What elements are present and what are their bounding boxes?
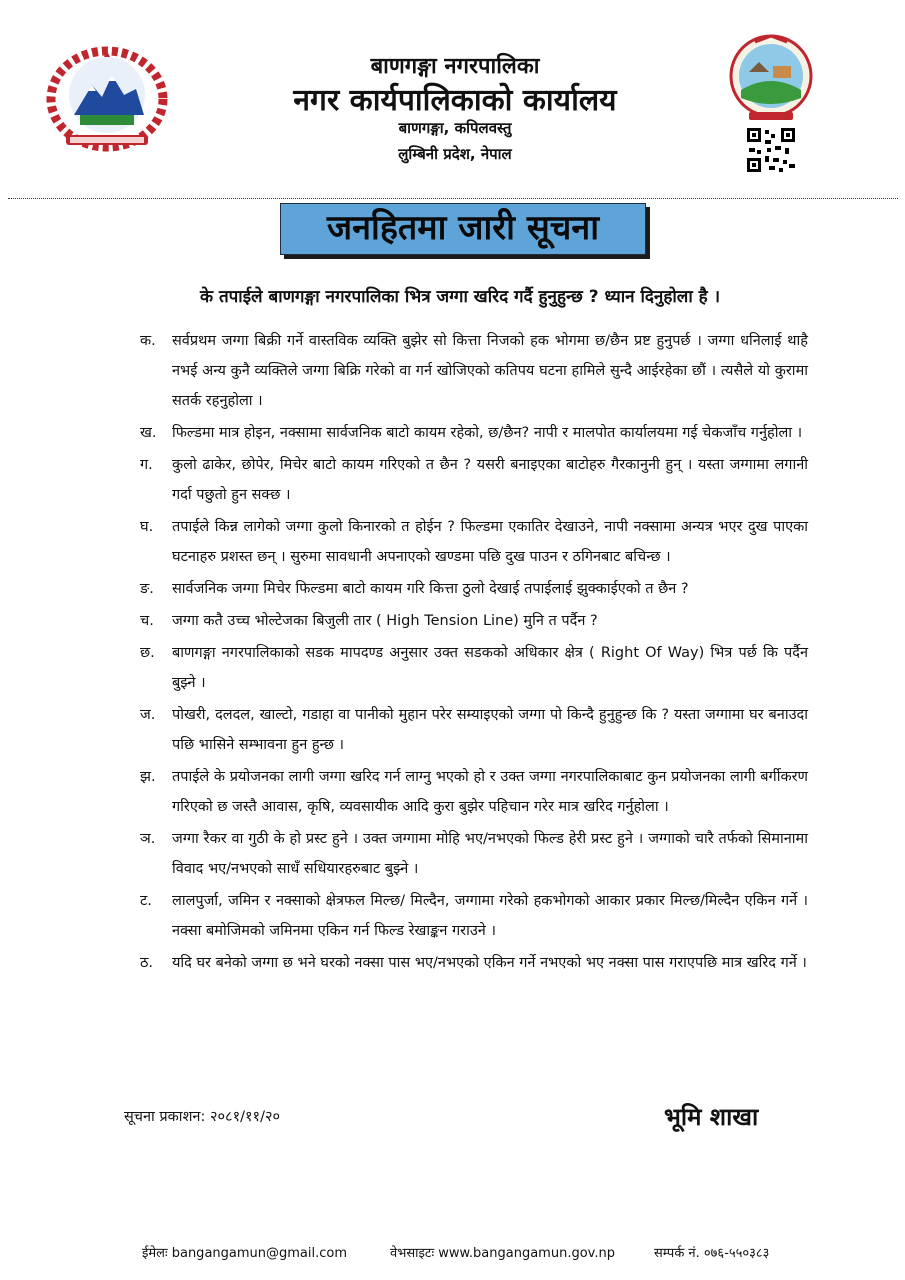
- item-text: जग्गा कतै उच्च भोल्टेजका बिजुली तार ( High Tension Line) मुनि त पर्दैन ?: [172, 613, 598, 629]
- list-item: [140, 450, 808, 510]
- notice-subheading: के तपाईले बाणगङ्गा नगरपालिका भित्र जग्गा खरिद गर्दै हुनुहुन्छ ? ध्यान दिनुहोला है ।: [199, 287, 721, 307]
- item-text: लालपुर्जा, जमिन र नक्साको क्षेत्रफल मिल्छ/ मिल्दैन, जग्गामा गरेको हकभोगको आकार प्रकार मिल्छ/मिल्दैन एकिन गर्ने । नक्सा बमोजिमको जमिनमा एकिन गर्न फिल्ड रेखाङ्कन गराउने ।: [172, 893, 808, 939]
- list-item: [140, 512, 808, 572]
- item-marker: ङ.: [140, 581, 154, 597]
- item-text: यदि घर बनेको जग्गा छ भने घरको नक्सा पास भए/नभएको एकिन गर्ने नभएको भए नक्सा पास गराएपछि मात्र खरिद गर्ने ।: [172, 955, 807, 971]
- item-marker: छ.: [140, 645, 155, 661]
- footer-phone: सम्पर्क नं. ०७६-५५०३८३: [654, 1246, 770, 1261]
- item-marker: झ.: [140, 769, 156, 785]
- list-item: [140, 606, 808, 636]
- list-item: [140, 824, 808, 884]
- municipality-logo-icon: [729, 32, 813, 124]
- office-name: नगर कार्यपालिकाको कार्यालय: [293, 83, 617, 118]
- office-address: बाणगङ्गा, कपिलवस्तु: [398, 119, 512, 137]
- item-text: सार्वजनिक जग्गा मिचेर फिल्डमा बाटो कायम गरि कित्ता ठुलो देखाई तपाईलाई झुक्काईएको त छैन ?: [172, 581, 689, 597]
- list-item: [140, 886, 808, 946]
- header-divider: [8, 198, 898, 199]
- notice-title: जनहितमा जारी सूचना: [280, 203, 646, 255]
- item-marker: च.: [140, 613, 154, 629]
- list-item: [140, 326, 808, 416]
- item-marker: ठ.: [140, 955, 154, 971]
- footer-website: वेभसाइटः www.bangangamun.gov.np: [390, 1246, 615, 1261]
- item-marker: ख.: [140, 425, 157, 441]
- item-text: तपाईले किन्न लागेको जग्गा कुलो किनारको त होईन ? फिल्डमा एकातिर देखाउने, नापी नक्सामा अन्यत्र भएर दुख पाएका घटनाहरु प्रशस्त छन् । सुरुमा सावधानी अपनाएको खण्डमा पछि दुख पाउन र ठगिनबाट बचिन्छ ।: [172, 519, 808, 565]
- item-marker: ट.: [140, 893, 152, 909]
- item-text: कुलो ढाकेर, छोपेर, मिचेर बाटो कायम गरिएको त छैन ? यसरी बनाइएका बाटोहरु गैरकानुनी हुन् । यस्ता जग्गामा लगानी गर्दा पछुतो हुन सक्छ ।: [172, 457, 808, 503]
- publication-date: सूचना प्रकाशन: २०८१/११/२०: [124, 1109, 281, 1125]
- footer-email: ईमेलः bangangamun@gmail.com: [142, 1246, 348, 1261]
- list-item: [140, 574, 808, 604]
- list-item: [140, 418, 808, 448]
- item-marker: क.: [140, 333, 156, 349]
- item-text: जग्गा रैकर वा गुठी के हो प्रस्ट हुने । उक्त जग्गामा मोहि भए/नभएको फिल्ड हेरी प्रस्ट हुने । जग्गाको चारै तर्फको सिमानामा विवाद भए/नभएको साधँ सधियारहरुबाट बुझ्ने ।: [172, 831, 808, 877]
- item-text: पोखरी, दलदल, खाल्टो, गडाहा वा पानीको मुहान परेर सम्याइएको जग्गा पो किन्दै हुनुहुन्छ कि ? यस्ता जग्गामा घर बनाउदा पछि भासिने सम्भावना हुन हुन्छ ।: [172, 707, 808, 753]
- municipality-name: बाणगङ्गा नगरपालिका: [370, 54, 540, 79]
- item-marker: ञ.: [140, 831, 156, 847]
- item-text: फिल्डमा मात्र होइन, नक्सामा सार्वजनिक बाटो कायम रहेको, छ/छैन? नापी र मालपोत कार्यालयमा गई चेकजाँच गर्नुहोला ।: [172, 425, 803, 441]
- qr-code-icon: [745, 126, 797, 174]
- item-marker: ग.: [140, 457, 153, 473]
- province-name: लुम्बिनी प्रदेश, नेपाल: [398, 145, 512, 163]
- item-marker: ज.: [140, 707, 156, 723]
- list-item: [140, 638, 808, 698]
- item-text: सर्वप्रथम जग्गा बिक्री गर्ने वास्तविक व्यक्ति बुझेर सो कित्ता निजको हक भोगमा छ/छैन प्रष्ट हुनुपर्छ । जग्गा धनिलाई थाहै नभई अन्य कुनै व्यक्तिले जग्गा बिक्रि गरेको वा गर्न खोजिएको कतिपय घटना हामिले सुन्दै आईरहेका छौं । त्यसैले यो कुरामा सतर्क रहनुहोला ।: [172, 333, 808, 409]
- item-text: तपाईले के प्रयोजनका लागी जग्गा खरिद गर्न लाग्नु भएको हो र उक्त जग्गा नगरपालिकाबाट कुन प्रयोजनका लागी बर्गीकरण गरिएको छ जस्तै आवास, कृषि, व्यवसायीक आदि कुरा बुझेर पहिचान गरेर मात्र खरिद गर्नुहोला ।: [172, 769, 808, 815]
- item-marker: घ.: [140, 519, 154, 535]
- list-item: [140, 762, 808, 822]
- issuing-section: भूमि शाखा: [664, 1103, 759, 1131]
- list-item: [140, 948, 808, 978]
- list-item: [140, 700, 808, 760]
- item-text: बाणगङ्गा नगरपालिकाको सडक मापदण्ड अनुसार उक्त सडकको अधिकार क्षेत्र ( Right Of Way) भित्र पर्छ कि पर्दैन बुझ्ने ।: [172, 645, 808, 691]
- nepal-emblem-icon: [44, 45, 170, 157]
- notice-list: [140, 326, 808, 980]
